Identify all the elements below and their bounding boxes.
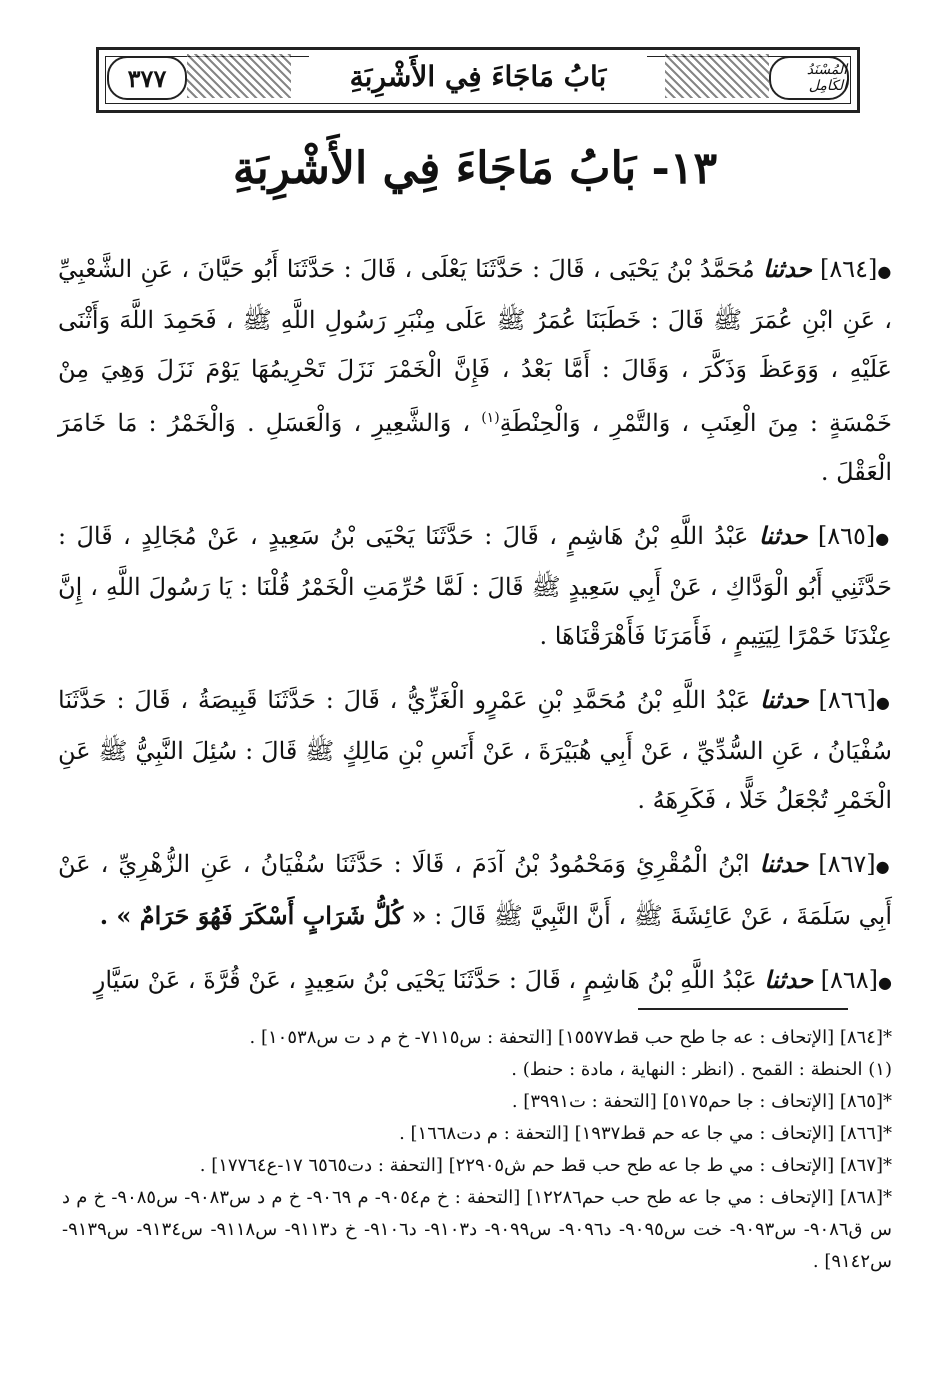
chapter-title: ١٣- بَابُ مَاجَاءَ فِي الأَشْرِبَةِ xyxy=(232,143,718,194)
hadith-entry xyxy=(58,839,892,941)
hadith-text: عَبْدُ اللَّهِ بْنُ هَاشِمٍ ، قَالَ : حَدَّثَنَا يَحْيَى بْنُ سَعِيدٍ ، عَنْ قُرَّةَ ، عَنْ سَيَّارٍ xyxy=(93,966,757,994)
running-title: بَابُ مَاجَاءَ فِي الأَشْرِبَةِ xyxy=(309,54,647,98)
hadith-entry xyxy=(58,955,892,1007)
haddathana-word: حدثنا xyxy=(763,254,812,283)
footnote-marker[interactable]: (١) xyxy=(481,410,500,426)
footnote-line: *[٨٦٦] [الإتحاف : مي جا عه حم قط١٩٣٧] [التحفة : م دت١٦٦٨] . xyxy=(399,1123,892,1144)
haddathana-word: حدثنا xyxy=(758,521,808,550)
hadith-text: عَبْدُ اللَّهِ بْنُ مُحَمَّدِ بْنِ عَمْرٍو الْغَزِّيُّ ، قَالَ : حَدَّثَنَا قَبِيصَةُ ، قَالَ : حَدَّثَنَا سُفْيَانُ ، عَنِ السُّدِّيِّ ، عَنْ أَبِي هُبَيْرَةَ ، عَنْ أَنَسِ بْنِ مَالِكٍ ﷺ قَالَ : سُئِلَ النَّبِيُّ ﷺ عَنِ الْخَمْرِ تُجْعَلُ خَلًّا ، فَكَرِهَهُ . xyxy=(58,686,892,814)
header-ornament-right xyxy=(665,54,769,98)
bullet-icon: ● xyxy=(875,857,892,876)
haddathana-word: حدثنا xyxy=(759,849,809,878)
footnote-line: *[٨٦٤] [الإتحاف : عه جا طح حب قط١٥٥٧٧] [التحفة : س٧١١٥- خ م د ت س١٠٥٣٨] . xyxy=(249,1027,892,1048)
hadith-entry xyxy=(58,675,892,825)
footnotes-section xyxy=(62,1022,892,1278)
haddathana-word: حدثنا xyxy=(759,685,809,714)
bullet-icon: ● xyxy=(877,262,893,281)
hadith-text-continued: ، وَالشَّعِيرِ ، وَالْعَسَلِ . وَالْخَمْرُ : مَا خَامَرَ الْعَقْلَ . xyxy=(58,409,892,486)
footnote-line: (١) الحنطة : القمح . (انظر : النهاية ، مادة : حنط) . xyxy=(511,1059,892,1080)
bullet-icon: ● xyxy=(875,529,892,548)
footnote-line: *[٨٦٥] [الإتحاف : جا حم٥١٧٥] [التحفة : ت٣٩٩١] . xyxy=(511,1091,892,1112)
footnote-line: *[٨٦٧] [الإتحاف : مي ط جا عه طح حب قط حم ش٢٢٩٠٥] [التحفة : دت٦٥٦٥ ١٧-ع١٧٧٦٤] . xyxy=(199,1155,892,1176)
hadith-entry xyxy=(58,244,892,497)
publisher-logo: المُسْنَدُ الكَامِل xyxy=(769,56,849,100)
footnote-line: *[٨٦٨] [الإتحاف : مي جا عه طح حب حم١٢٢٨٦] [التحفة : خ م٩٠٥٤- م ٩٠٦٩- خ م د س٩٠٨٣- س٩٠٨٥- خ م د س ق٩٠٨٦- س٩٠٩٣- خت س٩٠٩٥- د٩٠٩٦- س٩٠٩٩- د٩١٠٣- د٩١٠٦- خ د٩١١٣- س٩١١٨- س٩١٣٤- س٩١٣٩- س٩١٤٢] . xyxy=(62,1187,893,1272)
hadith-number: [٨٦٧] xyxy=(818,850,876,878)
running-header xyxy=(96,47,860,113)
bullet-icon: ● xyxy=(875,693,892,712)
footnote-separator xyxy=(638,1008,848,1010)
hadith-number: [٨٦٤] xyxy=(819,255,878,283)
hadith-body xyxy=(58,244,892,1021)
hadith-text: مُحَمَّدُ بْنُ يَحْيَى ، قَالَ : حَدَّثَنَا يَعْلَى ، قَالَ : حَدَّثَنَا أَبُو حَيَّانَ ، عَنِ الشَّعْبِيِّ ، عَنِ ابْنِ عُمَرَ ﷺ قَالَ : خَطَبَنَا عُمَرُ ﷺ عَلَى مِنْبَرِ رَسُولِ اللَّهِ ﷺ ، فَحَمِدَ اللَّهَ وَأَثْنَى عَلَيْهِ ، وَوَعَظَ وَذَكَّرَ ، وَقَالَ : أَمَّا بَعْدُ ، فَإِنَّ الْخَمْرَ نَزَلَ تَحْرِيمُهَا يَوْمَ نَزَلَ وَهِيَ مِنْ خَمْسَةٍ : مِنَ الْعِنَبِ ، وَالتَّمْرِ ، وَالْحِنْطَةِ xyxy=(58,255,892,437)
hadith-number: [٨٦٥] xyxy=(817,522,876,550)
prophetic-quote: « كُلُّ شَرَابٍ أَسْكَرَ فَهُوَ حَرَامٌ » . xyxy=(99,901,427,930)
bullet-icon: ● xyxy=(878,973,892,992)
page-number: ٣٧٧ xyxy=(107,56,187,100)
hadith-text: ابْنُ الْمُقْرِئِ وَمَحْمُودُ بْنُ آدَمَ ، قَالَا : حَدَّثَنَا سُفْيَانُ ، عَنِ الزُّهْرِيِّ ، عَنْ أَبِي سَلَمَةَ ، عَنْ عَائِشَةَ ﷺ ، أَنَّ النَّبِيَّ ﷺ قَالَ : xyxy=(58,850,892,930)
hadith-entry xyxy=(58,511,892,661)
hadith-number: [٨٦٨] xyxy=(820,966,879,994)
haddathana-word: حدثنا xyxy=(764,965,813,994)
header-ornament-left xyxy=(187,54,291,98)
hadith-number: [٨٦٦] xyxy=(818,686,876,714)
hadith-text: عَبْدُ اللَّهِ بْنُ هَاشِمٍ ، قَالَ : حَدَّثَنَا يَحْيَى بْنُ سَعِيدٍ ، عَنْ مُجَالِدٍ ، قَالَ : حَدَّثَنِي أَبُو الْوَدَّاكِ ، عَنْ أَبِي سَعِيدٍ ﷺ قَالَ : لَمَّا حُرِّمَتِ الْخَمْرُ قُلْنَا : يَا رَسُولَ اللَّهِ ، إِنَّ عِنْدَنَا خَمْرًا لِيَتِيمٍ ، فَأَمَرَنَا فَأَهْرَقْنَاهَا . xyxy=(58,522,892,650)
